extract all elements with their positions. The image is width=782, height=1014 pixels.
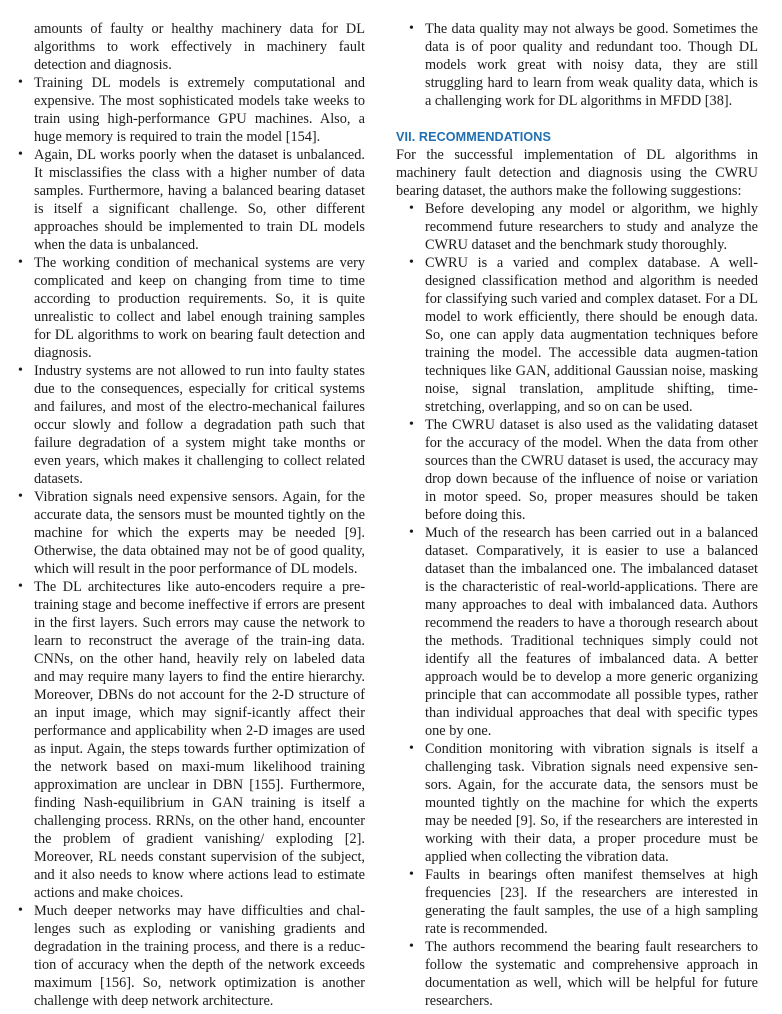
- list-item: • Before developing any model or algorithm, we highly recommend future researchers to study and analyze the CWRU dataset and the benchmark study thoroughly.: [409, 201, 758, 253]
- bullet-icon: •: [409, 741, 414, 756]
- challenges-list-continued: [396, 20, 758, 110]
- list-item: • Industry systems are not allowed to run into faulty states due to the consequences, especially for critical systems and failures, and most of the electro-mechanical failures occur slowly and follow a degradation path such that failure degradation of a system might take months or even years, which makes it challenging to collect related datasets.: [18, 363, 365, 487]
- list-item: • Condition monitoring with vibration signals is itself a challenging task. Vibration signals need expensive sen-sors. Again, for the accurate data, the sensors must be mounted tightly on the machine for which the experts may be needed [9]. So, if the researchers are interested in working with their data, a proper procedure must be applied when collecting the vibration data.: [409, 741, 758, 865]
- list-item: • Vibration signals need expensive sensors. Again, for the accurate data, the sensors must be mounted tightly on the machine for which the experts may be needed [9]. Otherwise, the data obtained may not be of good quality, which will result in the poor performance of DL models.: [18, 489, 365, 577]
- list-item: • Again, DL works poorly when the dataset is unbalanced. It misclassifies the class with a higher number of data samples. Furthermore, having a balanced bearing dataset is itself a significant challenge. So, other different approaches should be implemented to train DL models when the data is unbalanced.: [18, 147, 365, 253]
- bullet-icon: •: [409, 201, 414, 216]
- bullet-icon: •: [409, 939, 414, 954]
- bullet-icon: •: [409, 525, 414, 540]
- bullet-icon: •: [18, 255, 23, 270]
- bullet-icon: •: [18, 75, 23, 90]
- bullet-icon: •: [18, 147, 23, 162]
- bullet-icon: •: [18, 363, 23, 378]
- list-item: • Much of the research has been carried out in a balanced dataset. Comparatively, it is easier to use a balanced dataset than the imbalanced one. The imbalanced dataset is the characteristic of real-world-applications. There are many approaches to deal with imbalanced data. Authors recommend the readers to have a thorough research about the methods. Traditional techniques simply could not identify all the features of imbalanced data. A better approach would be to develop a more generic organizing principle that can accommodate all possible types, rather than individual approaches that deal with specific types one by one.: [409, 525, 758, 739]
- list-item: • Faults in bearings often manifest themselves at high frequencies [23]. If the researchers are interested in generating the fault samples, the use of a high sampling rate is recommended.: [409, 867, 758, 937]
- left-column: [18, 20, 365, 1010]
- list-item: • The working condition of mechanical systems are very complicated and keep on changing from time to time according to production requirements. So, it is quite unrealistic to collect and label enough training samples for DL algorithms to work on bearing fault detection and diagnosis.: [18, 255, 365, 361]
- list-item: • Training DL models is extremely computational and expensive. The most sophisticated models take weeks to train using high-performance GPU machines. Also, a huge memory is required to train the model [154].: [18, 75, 365, 145]
- list-item: • The DL architectures like auto-encoders require a pre-training stage and become ineffective if errors are present in the first layers. Such errors may cause the network to learn to reconstruct the average of the train-ing data. CNNs, on the other hand, heavily rely on labeled data and may require many layers to find the entire hierarchy. Moreover, DBNs do not account for the 2-D structure of an input image, which may signif-icantly affect their performance and applicability when 2-D images are used as input. Again, the steps towards further optimization of the network based on maxi-mum likelihood training approximation are unclear in DBN [155]. Furthermore, finding Nash-equilibrium in GAN training is itself a challenging process. RRNs, on the other hand, encounter the problem of gradient vanishing/ exploding [2]. Moreover, RL needs constant supervision of the subject, and it also needs to know where actions lead to estimate actions and make choices.: [18, 579, 365, 901]
- bullet-icon: •: [409, 21, 414, 36]
- list-item: • The CWRU dataset is also used as the validating dataset for the accuracy of the model. When the data from other sources than the CWRU dataset is used, the accuracy may drop down because of the influence of noise or variation in motor speed. So, proper measures should be taken before doing this.: [409, 417, 758, 523]
- bullet-icon: •: [409, 867, 414, 882]
- right-column: [396, 20, 758, 1010]
- list-item: • The authors recommend the bearing fault researchers to follow the systematic and comprehensive approach in documentation as well, which will be helpful for future researchers.: [409, 939, 758, 1009]
- bullet-icon: •: [18, 579, 23, 594]
- bullet-icon: •: [18, 489, 23, 504]
- bullet-icon: •: [409, 255, 414, 270]
- recommendations-list: [396, 200, 758, 1010]
- bullet-icon: •: [409, 417, 414, 432]
- section-intro: For the successful implementation of DL algorithms in machinery fault detection and diagnosis using the CWRU bearing dataset, the authors make the following suggestions:: [396, 147, 758, 199]
- paragraph-continuation: amounts of faulty or healthy machinery data for DL algorithms to work effectively in machinery fault detection and diagnosis.: [34, 21, 365, 73]
- section-heading: VII. RECOMMENDATIONS: [396, 130, 551, 144]
- list-item: • The data quality may not always be good. Sometimes the data is of poor quality and redundant too. Though DL models work great with noisy data, they are still struggling hard to learn from weak quality data, which is a challenging work for DL algorithms in MFDD [38].: [409, 21, 758, 109]
- list-item: • CWRU is a varied and complex database. A well-designed classification method and algorithm is needed for classifying such varied and complex dataset. For a DL model to work efficiently, there should be enough data. So, one can apply data augmentation techniques before training the model. The accessible data augmen-tation techniques like GAN, additional Gaussian noise, masking noise, signal translation, amplitude shifting, time-stretching, overlapping, and so on can be used.: [409, 255, 758, 415]
- list-item: • Much deeper networks may have difficulties and chal-lenges such as exploding or vanishing gradients and degradation in the training process, and there is a reduc-tion of accuracy when the depth of the network exceeds maximum [156]. So, network optimization is another challenge with deep network architecture.: [18, 903, 365, 1009]
- challenges-list: [18, 74, 365, 1010]
- bullet-icon: •: [18, 903, 23, 918]
